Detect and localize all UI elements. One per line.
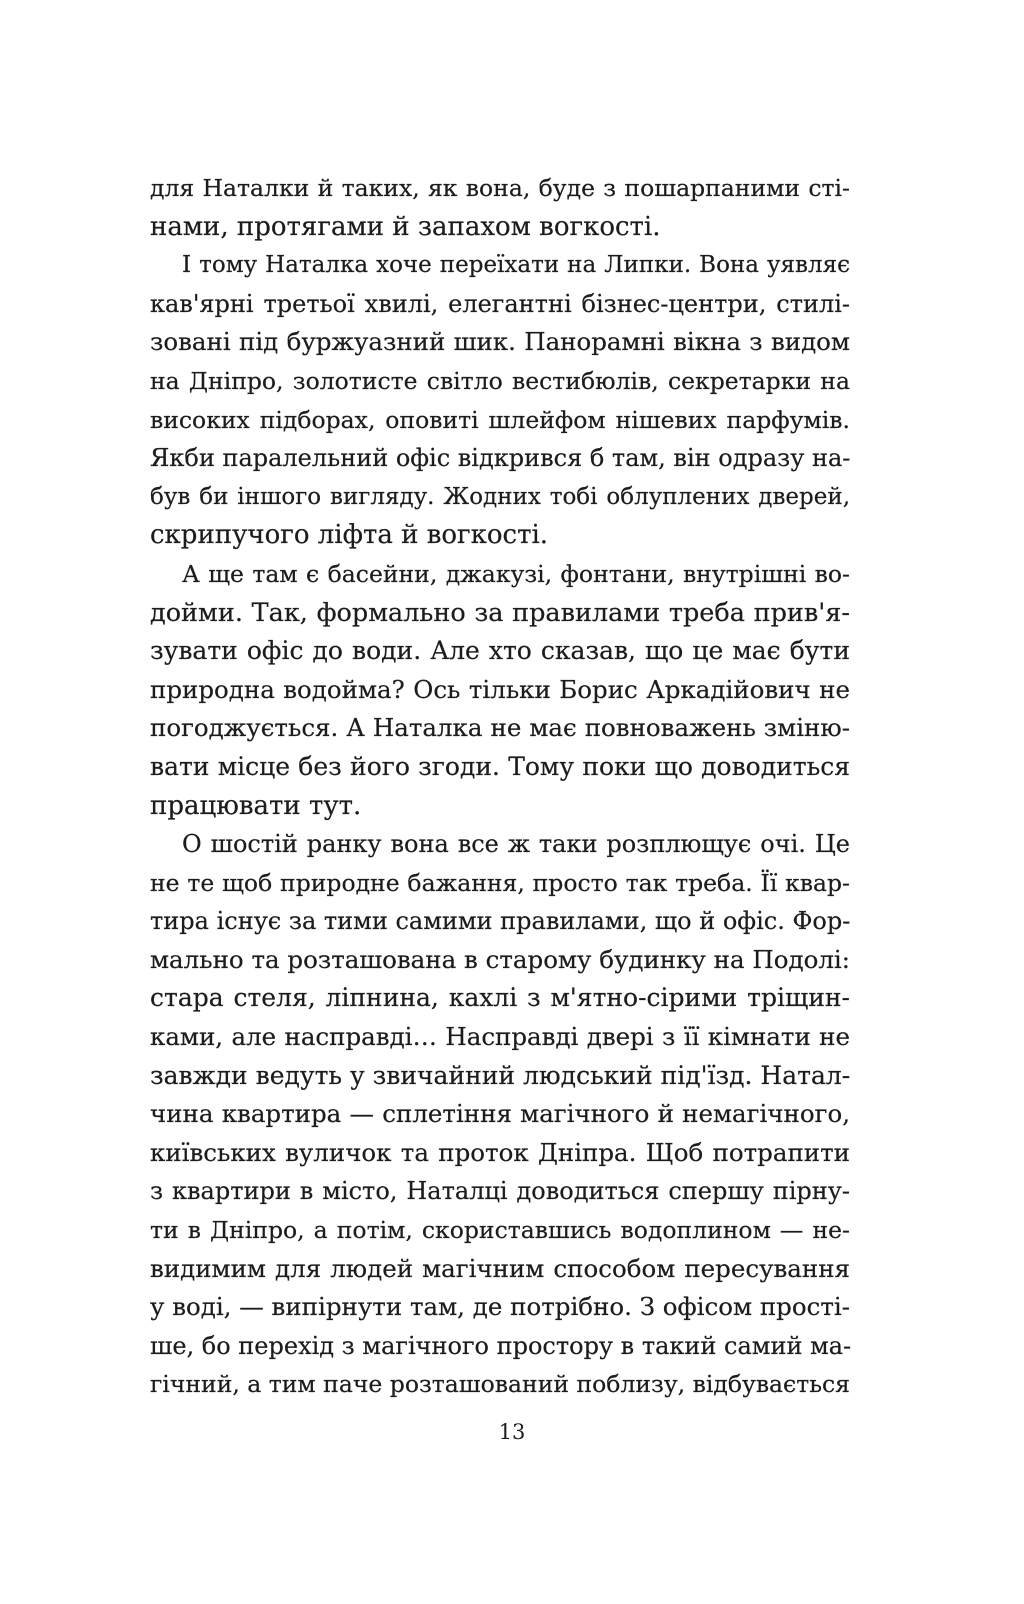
- text-line: стара стеля, ліпнина, кахлі з м'ятно-сірими тріщин-: [150, 983, 850, 1013]
- text-line: вати місце без його згоди. Тому поки що доводиться: [150, 751, 850, 781]
- text-line: був би іншого вигляду. Жодних тобі облуплених дверей,: [150, 483, 850, 510]
- body-text: [150, 169, 850, 1404]
- text-line: кав'ярні третьої хвилі, елегантні бізнес-центри, стилі-: [150, 289, 850, 318]
- text-line: не те щоб природне бажання, просто так треба. Її квар-: [150, 868, 850, 897]
- text-line: для Наталки й таких, як вона, буде з пошарпаними сті-: [150, 174, 850, 202]
- text-line: А ще там є басейни, джакузі, фонтани, внутрішні во-: [182, 559, 850, 588]
- text-line: завжди ведуть у звичайний людський під'їзд. Натал-: [150, 1060, 851, 1090]
- text-line: скрипучого ліфта й вогкості.: [150, 520, 549, 551]
- text-line: видимим для людей магічним способом пересування: [150, 1253, 850, 1283]
- text-line: ками, але насправді… Насправді двері з її кімнати не: [150, 1022, 850, 1052]
- text-line: чина квартира — сплетіння магічного й немагічного,: [150, 1099, 850, 1129]
- text-line: з квартири в місто, Наталці доводиться спершу пірну-: [150, 1177, 850, 1206]
- text-line: дойми. Так, формально за правилами треба прив'я-: [150, 597, 850, 628]
- text-line: зовані під буржуазний шик. Панорамні вікна з видом: [150, 327, 850, 357]
- text-line: Якби паралельний офіс відкрився б там, він одразу на-: [150, 444, 851, 473]
- text-line: ти в Дніпро, а потім, скориставшись водоплином — не-: [150, 1216, 850, 1245]
- text-line: гічний, а тим паче розташований поблизу, відбувається: [150, 1370, 850, 1399]
- text-line: тира існує за тими самими правилами, що й офіс. Фор-: [150, 907, 851, 936]
- text-line: київських вуличок та проток Дніпра. Щоб потрапити: [150, 1137, 850, 1167]
- text-line: мально та розташована в старому будинку на Подолі:: [150, 944, 850, 974]
- text-line: нами, протягами й запахом вогкості.: [150, 211, 661, 242]
- text-line: зувати офіс до води. Але хто сказав, що це має бути: [150, 636, 850, 666]
- text-line: працювати тут.: [150, 790, 362, 821]
- text-line: погоджується. А Наталка не має повноважень зміню-: [150, 713, 850, 743]
- text-line: на Дніпро, золотисте світло вестибюлів, секретарки на: [150, 366, 850, 395]
- text-line: ше, бо перехід з магічного простору в такий самий ма-: [150, 1331, 852, 1360]
- page-number: 13: [498, 1420, 526, 1444]
- text-line: у воді, — випірнути там, де потрібно. З офісом прості-: [150, 1292, 850, 1322]
- text-line: О шостій ранку вона все ж таки розплющує очі. Це: [182, 830, 850, 859]
- text-line: природна водойма? Ось тільки Борис Аркадійович не: [150, 674, 850, 704]
- text-line: І тому Наталка хоче переїхати на Липки. Вона уявляє: [182, 252, 850, 279]
- text-line: високих підборах, оповиті шлейфом нішевих парфумів.: [150, 405, 850, 434]
